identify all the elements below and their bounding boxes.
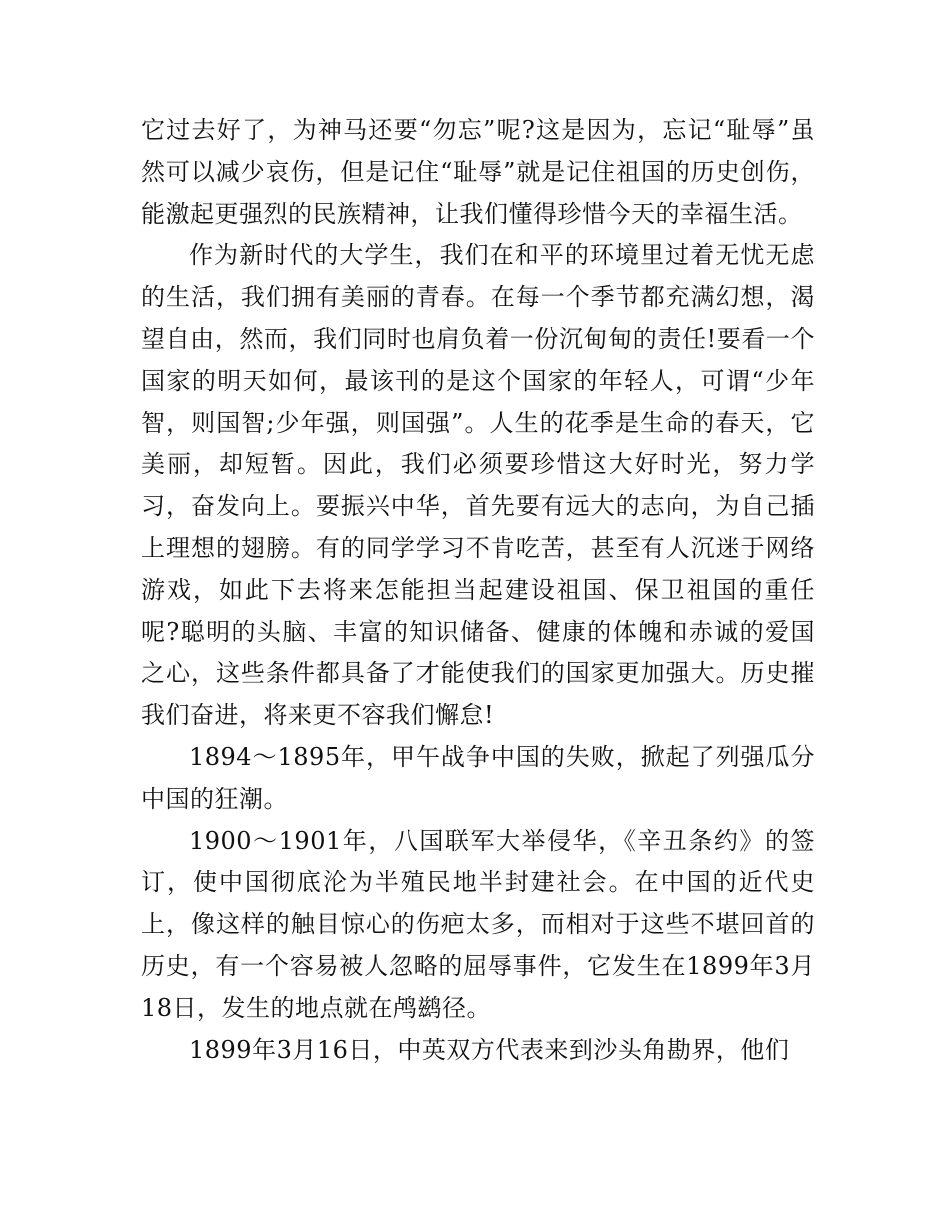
paragraph-1: 它过去好了，为神马还要“勿忘”呢?这是因为，忘记“耻辱”虽然可以减少哀伤，但是记住“耻辱”就是记住祖国的历史创伤，能激起更强烈的民族精神，让我们懂得珍惜今天的幸福生活。 — [141, 116, 815, 228]
paragraph-4: 1900～1901年，八国联军大举侵华，《辛丑条约》的签订，使中国彻底沦为半殖民地半封建社会。在中国的近代史上，像这样的触目惊心的伤疤太多，而相对于这些不堪回首的历史，有一个容易被人忽略的屈辱事件，它发生在1899年3月18日，发生的地点就在鸬鹚径。 — [141, 826, 815, 1022]
paragraph-2: 作为新时代的大学生，我们在和平的环境里过着无忧无虑的生活，我们拥有美丽的青春。在每一个季节都充满幻想，渴望自由，然而，我们同时也肩负着一份沉甸甸的责任!要看一个国家的明天如何，最该刊的是这个国家的年轻人，可谓“少年智，则国智;少年强，则国强”。人生的花季是生命的春天，它美丽，却短暂。因此，我们必须要珍惜这大好时光，努力学习，奋发向上。要振兴中华，首先要有远大的志向，为自己插上理想的翅膀。有的同学学习不肯吃苦，甚至有人沉迷于网络游戏，如此下去将来怎能担当起建设祖国、保卫祖国的重任呢?聪明的头脑、丰富的知识储备、健康的体魄和赤诚的爱国之心，这些条件都具备了才能使我们的国家更加强大。历史摧我们奋进，将来更不容我们懈怠! — [141, 241, 815, 730]
document-body — [141, 110, 815, 1071]
paragraph-3: 1894～1895年，甲午战争中国的失败，掀起了列强瓜分中国的狂潮。 — [141, 742, 815, 813]
paragraph-5: 1899年3月16日，中英双方代表来到沙头角勘界，他们 — [189, 1035, 790, 1064]
